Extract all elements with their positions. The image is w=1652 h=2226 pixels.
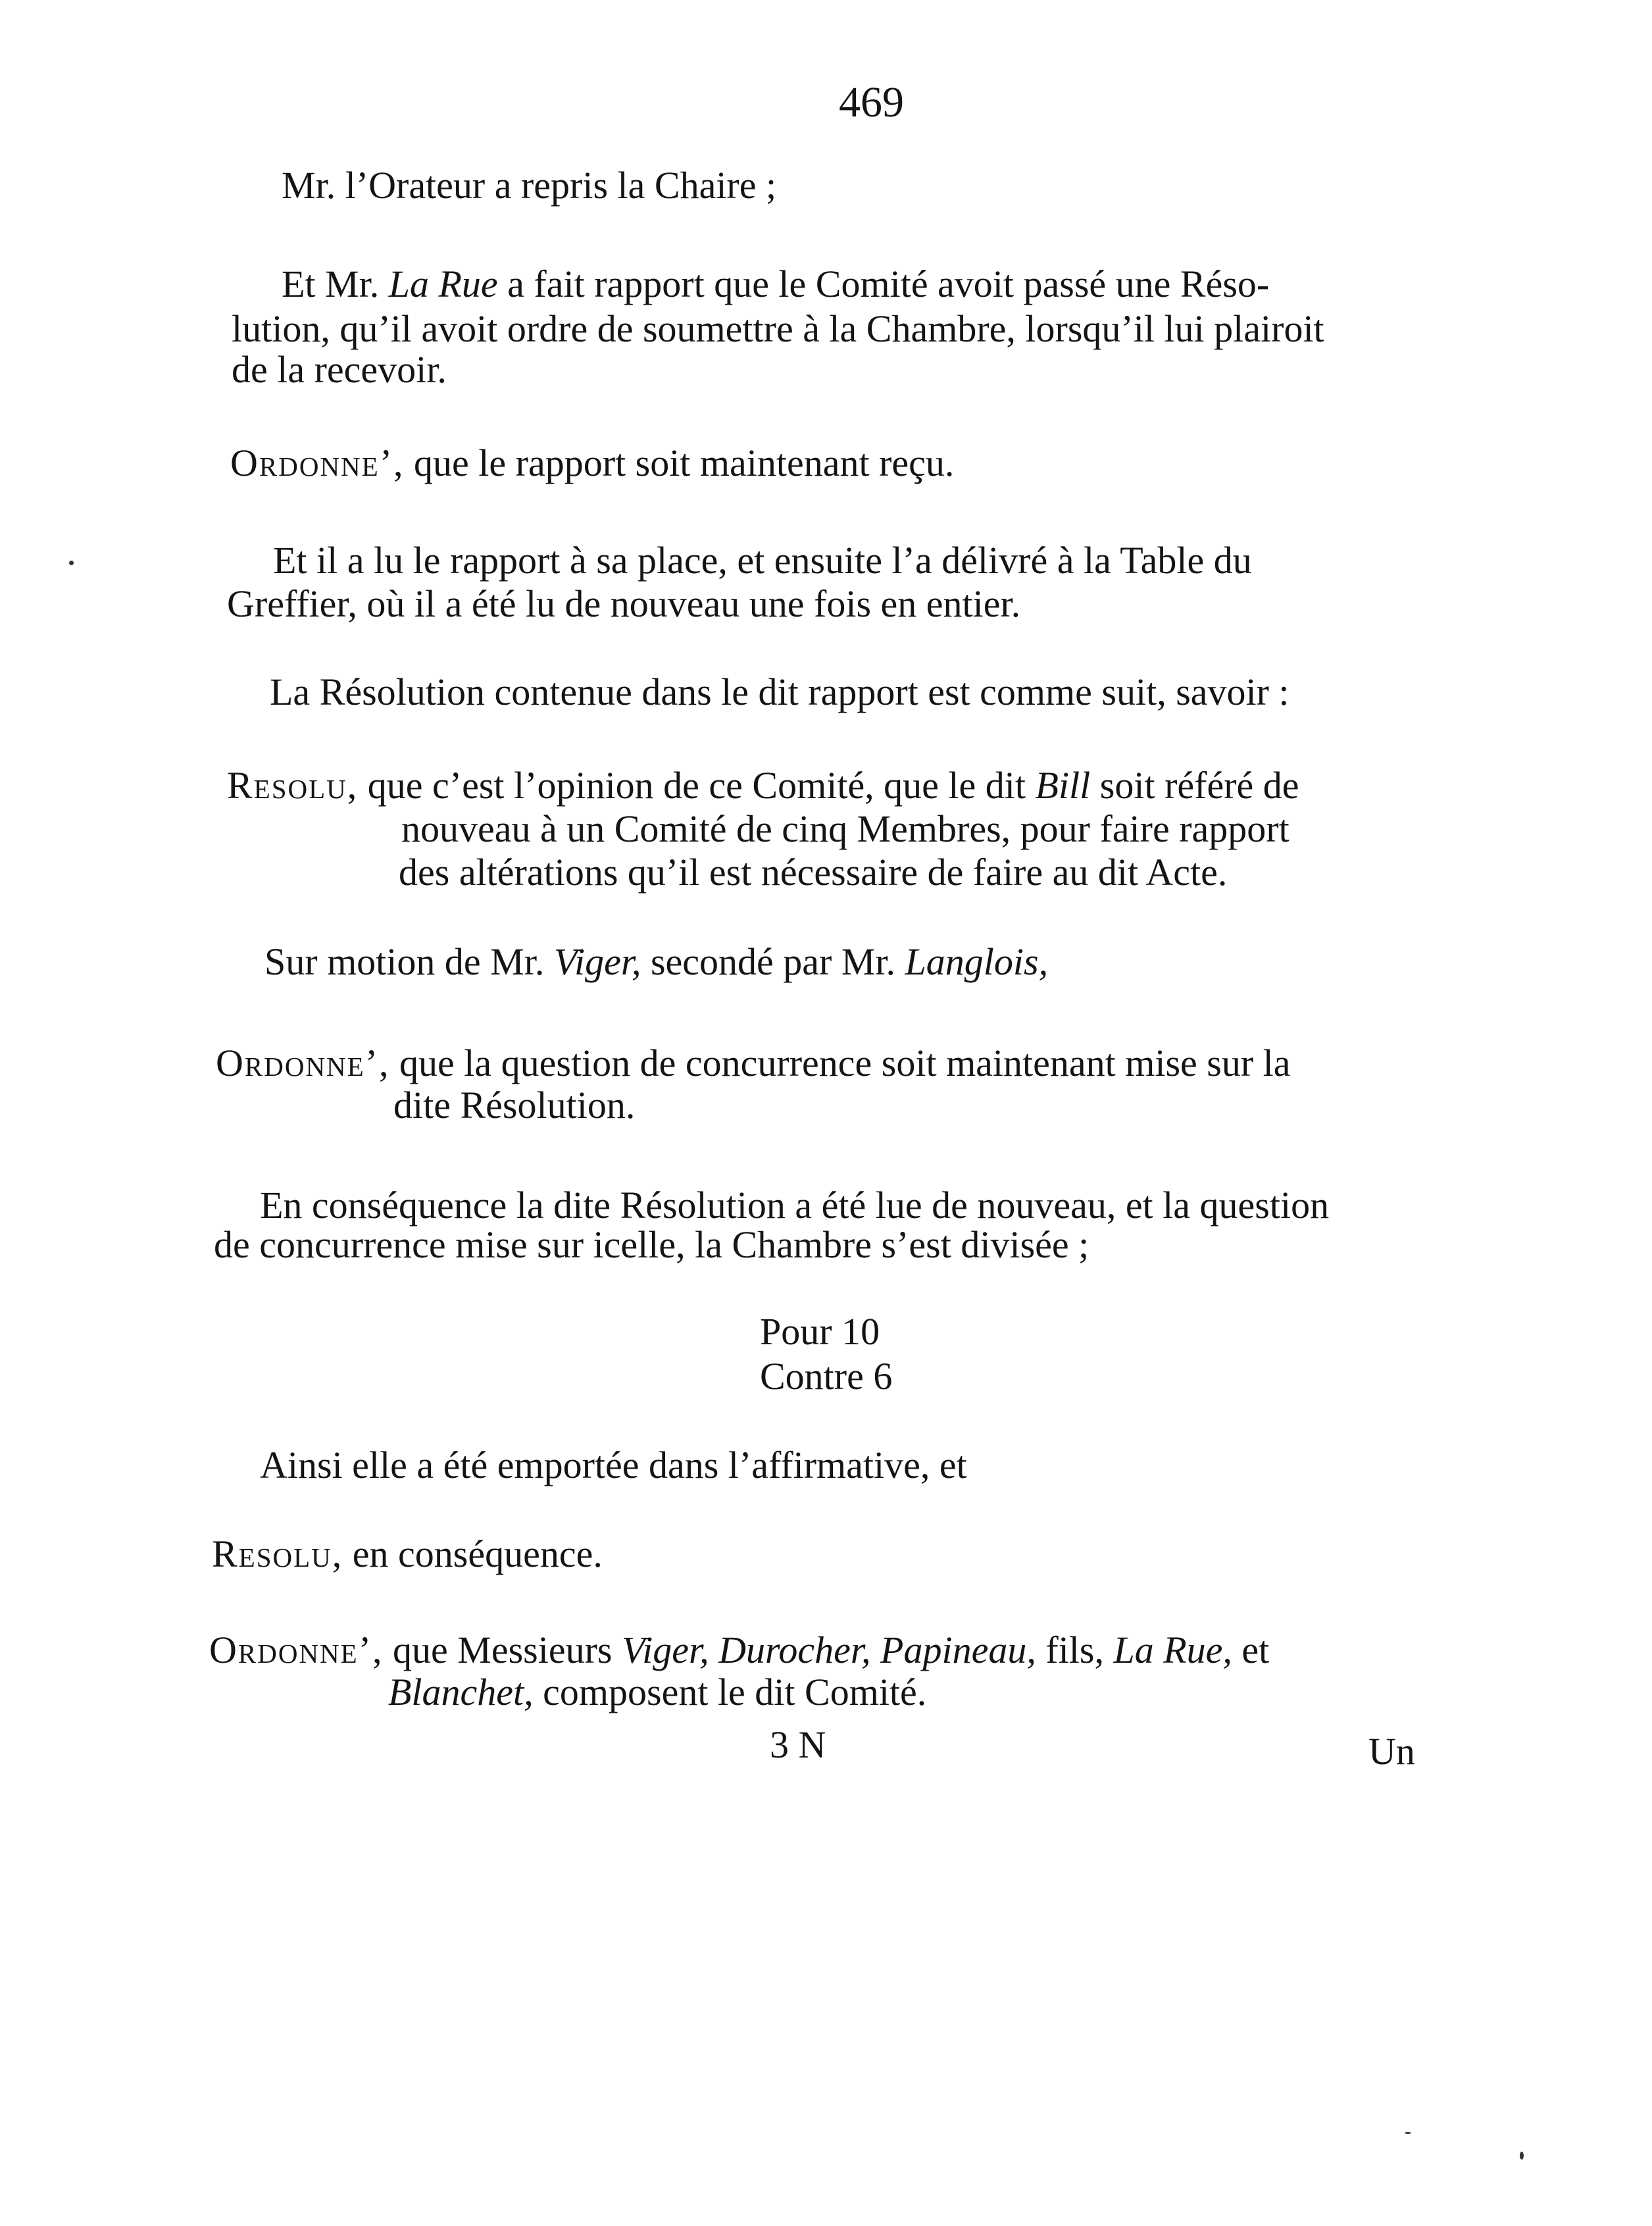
member-name: La Rue — [388, 263, 498, 305]
text-line-11: des altérations qu’il est nécessaire de faire au dit Acte. — [399, 851, 1228, 894]
text: que le rapport soit maintenant reçu. — [404, 442, 955, 484]
text: secondé par Mr. — [641, 940, 905, 983]
text: fils, — [1036, 1629, 1114, 1671]
member-name: La Rue, — [1113, 1629, 1232, 1671]
text-line-16: de concurrence mise sur icelle, la Chambre s’est divisée ; — [214, 1223, 1089, 1266]
text-line-7: Greffier, où il a été lu de nouveau une fois en entier. — [227, 582, 1021, 625]
vote-against: Contre 6 — [760, 1355, 893, 1398]
vote-for: Pour 10 — [760, 1310, 880, 1353]
member-names: Viger, Durocher, Papineau, — [621, 1629, 1036, 1671]
text-line-2 — [282, 263, 1269, 305]
member-name: Viger, — [553, 940, 641, 983]
print-speck — [1520, 2152, 1524, 2160]
resolu-heading: Resolu, — [212, 1532, 343, 1575]
text: et — [1232, 1629, 1270, 1671]
text: que la question de concurrence soit maintenant mise sur la — [389, 1042, 1291, 1084]
text-line-6: Et il a lu le rapport à sa place, et ensuite l’a délivré à la Table du — [273, 539, 1252, 582]
ordonne-heading: Ordonne’, — [209, 1629, 384, 1671]
page-number: 469 — [839, 78, 904, 126]
signature-mark: 3 N — [770, 1723, 826, 1766]
text-line-3: lution, qu’il avoit ordre de soumettre à la Chambre, lorsqu’il lui plairoit — [232, 307, 1324, 350]
text-line-4: de la recevoir. — [232, 348, 447, 391]
text-line-20 — [212, 1533, 603, 1575]
member-name: Langlois, — [905, 940, 1049, 983]
text-line-19: Ainsi elle a été emportée dans l’affirmative, et — [260, 1444, 967, 1486]
text-line-10: nouveau à un Comité de cinq Membres, pour faire rapport — [401, 807, 1289, 850]
resolu-heading: Resolu, — [227, 764, 359, 807]
text-line-21 — [209, 1629, 1269, 1671]
text: Et Mr. — [282, 263, 389, 305]
text: Sur motion de Mr. — [264, 940, 554, 983]
bill-word: Bill — [1035, 764, 1091, 807]
catchword: Un — [1368, 1730, 1415, 1773]
text-line-22 — [388, 1671, 926, 1713]
text: que Messieurs — [383, 1629, 622, 1671]
ordonne-heading: Ordonne’, — [230, 442, 405, 484]
text-line-14: dite Résolution. — [393, 1084, 636, 1126]
text: en conséquence. — [343, 1532, 603, 1575]
text-line-12 — [264, 941, 1048, 983]
ordonne-heading: Ordonne’, — [216, 1042, 390, 1084]
text-line-15: En conséquence la dite Résolution a été lue de nouveau, et la question — [260, 1184, 1330, 1227]
text-line-8: La Résolution contenue dans le dit rapport est comme suit, savoir : — [270, 670, 1289, 713]
print-speck — [1405, 2132, 1411, 2134]
text: composent le dit Comité. — [533, 1671, 927, 1713]
text-line-1: Mr. l’Orateur a repris la Chaire ; — [282, 164, 777, 207]
text: que c’est l’opinion de ce Comité, que le dit — [358, 764, 1036, 807]
text: a fait rapport que le Comité avoit passé une Réso- — [497, 263, 1270, 305]
member-name: Blanchet, — [388, 1671, 534, 1713]
text-line-13 — [216, 1042, 1291, 1084]
text-line-9 — [227, 765, 1299, 807]
text-line-5 — [230, 442, 954, 484]
text: soit référé de — [1090, 764, 1299, 807]
print-speck — [69, 561, 74, 565]
